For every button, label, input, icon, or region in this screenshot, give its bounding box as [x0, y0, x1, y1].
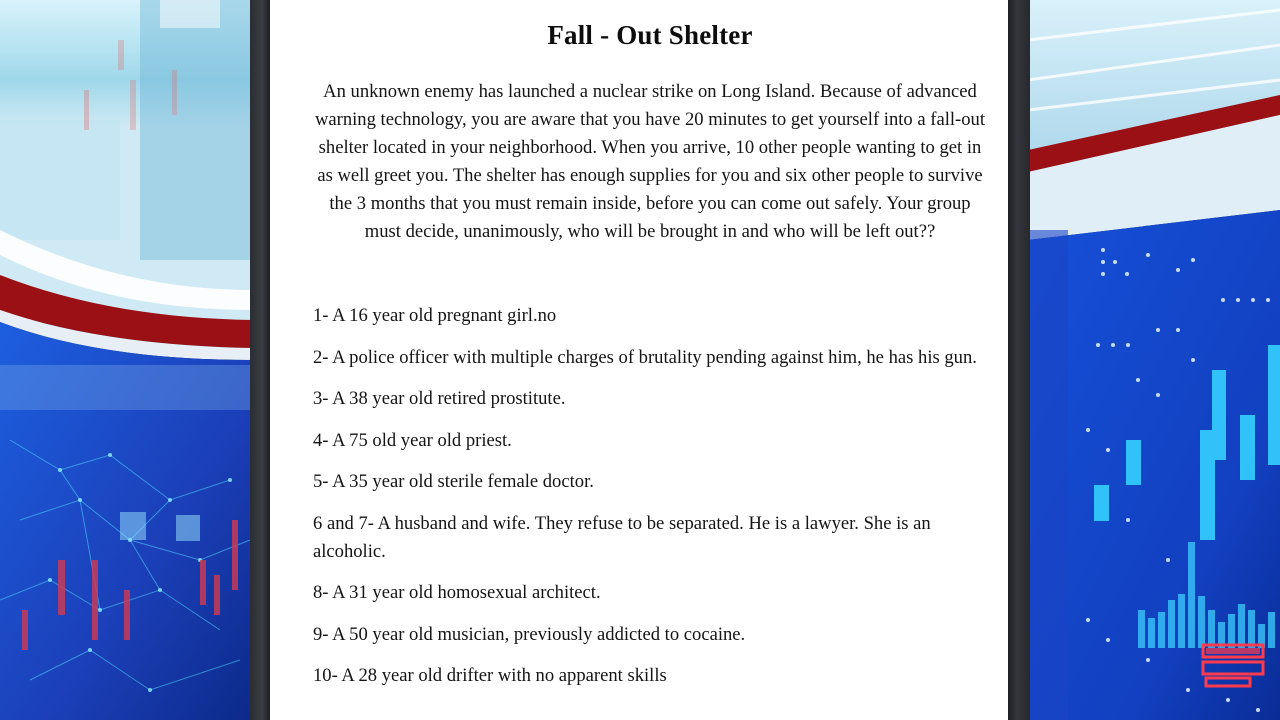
document-title: Fall - Out Shelter — [547, 20, 753, 50]
candidate-list — [313, 302, 993, 704]
broadcast-background-left — [0, 0, 252, 720]
frame-right — [1008, 0, 1030, 720]
list-item: 8- A 31 year old homosexual architect. — [313, 582, 601, 603]
list-item: 1- A 16 year old pregnant girl.no — [313, 305, 557, 326]
list-item: 6 and 7- A husband and wife. They refuse to be separated. He is a lawyer. She is an alcoholic. — [313, 512, 931, 562]
list-item: 10- A 28 year old drifter with no apparent skills — [313, 665, 667, 686]
list-item: 4- A 75 old year old priest. — [313, 429, 512, 451]
frame-left — [250, 0, 270, 720]
list-item: 3- A 38 year old retired prostitute. — [313, 388, 566, 409]
intro-paragraph: An unknown enemy has launched a nuclear strike on Long Island. Because of advanced warning technology, you are aware that you have 20 minutes to get yourself into a fall-out shelter located in your neighborhood. When you arrive, 10 other people wanting to get in as well greet you. The shelter has enough supplies for you and six other people to survive the 3 months that you must remain inside, before you can come out safely. Your group must decide, unanimously, who will be brought in and who will be left out?? — [314, 81, 986, 242]
broadcast-background-right — [1028, 0, 1280, 720]
list-item: 2- A police officer with multiple charges of brutality pending against him, he has his gun. — [313, 346, 977, 368]
document-page — [270, 0, 1008, 720]
list-item: 5- A 35 year old sterile female doctor. — [313, 471, 594, 492]
list-item: 9- A 50 year old musician, previously addicted to cocaine. — [313, 623, 746, 645]
